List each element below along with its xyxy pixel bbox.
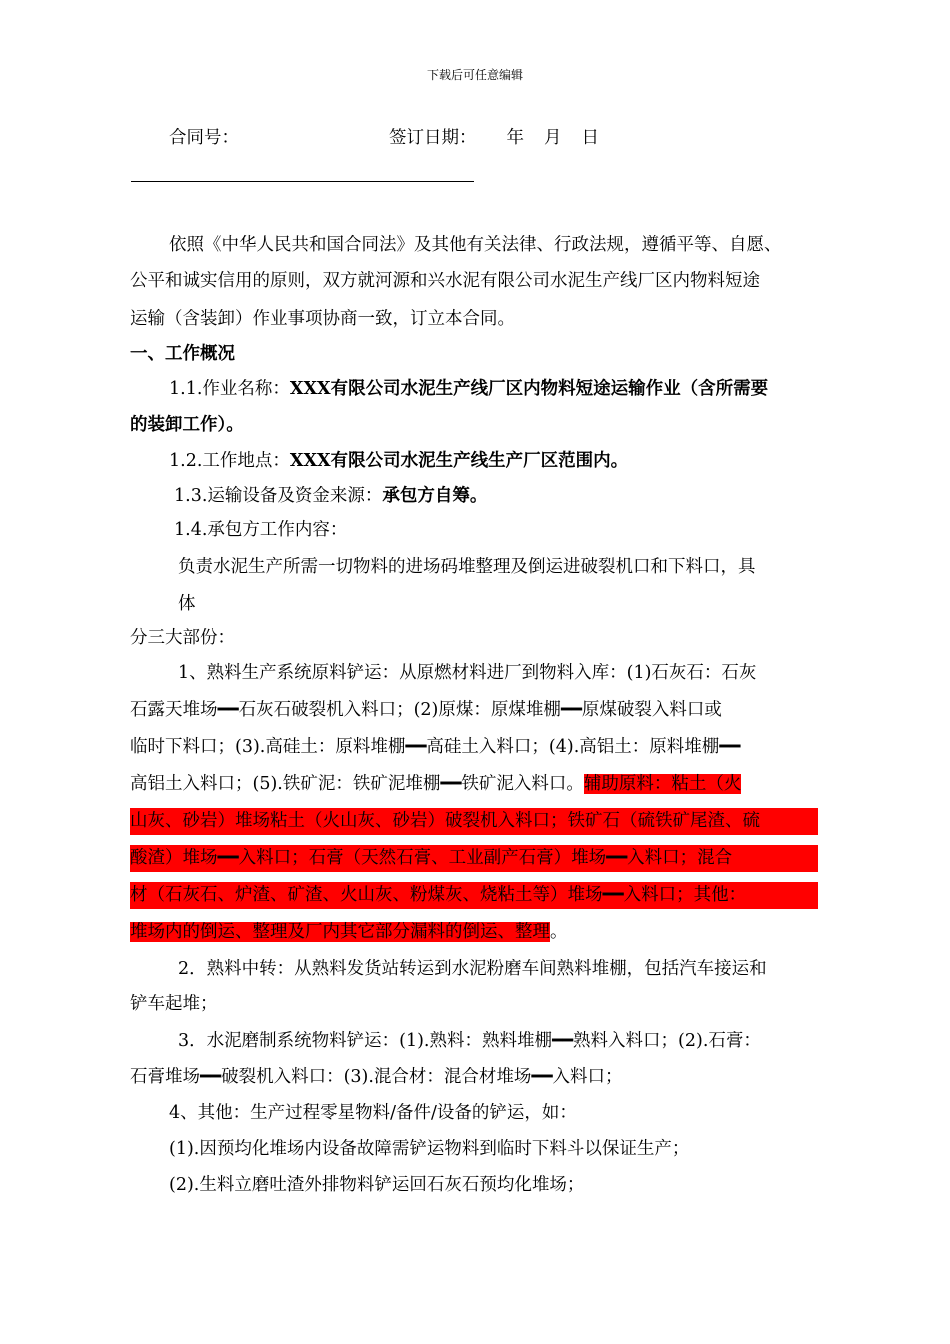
part3-line-2: 石膏堆场━━破裂机入料口：(3).混合材：混合材堆场━━入料口； [130,1067,623,1087]
item-1-3-label: 1.3.运输设备及资金来源： [174,486,383,506]
item-1-3 [174,488,487,506]
item-1-4-label: 1.4.承包方工作内容： [174,520,348,540]
header-note: 下载后可任意编辑 [426,68,523,82]
sign-date-line [389,130,599,148]
item-1-2-label: 1.2.工作地点： [169,451,290,471]
item-1-2-value: XXX有限公司水泥生产线生产厂区范围内。 [289,451,629,471]
sign-date-month: 月 [544,128,562,148]
part1-line-4 [130,776,741,794]
part1-highlight-line-7: 材（石灰石、炉渣、矿渣、火山灰、粉煤灰、烧粘土等）堆场━━入料口；其他： [130,885,747,905]
part4-item-1: (1).因预均化堆场内设备故障需铲运物料到临时下料斗以保证生产； [169,1139,690,1159]
part2-line-1: 2．熟料中转：从熟料发货站转运到水泥粉磨车间熟料堆棚，包括汽车接运和 [178,959,767,979]
work-desc-line-2: 体 [178,594,196,614]
part1-line-2: 石露天堆场━━石灰石破裂机入料口；(2)原煤：原煤堆棚━━原煤破裂入料口或 [130,700,722,720]
part4-item-2: (2).生料立磨吐渣外排物料铲运回石灰石预均化堆场； [169,1175,585,1195]
part2-line-2: 铲车起堆； [130,994,218,1014]
part1-highlight-line-5: 山灰、砂岩）堆场粘土（火山灰、砂岩）破裂机入料口；铁矿石（硫铁矿尾渣、硫 [130,811,760,831]
part1-highlight-line-8: 堆场内的倒运、整理及厂内其它部分漏料的倒运、整理 [130,922,550,942]
preamble-line-1: 依照《中华人民共和国合同法》及其他有关法律、行政法规，遵循平等、自愿、 [169,235,782,255]
item-1-1-value: XXX有限公司水泥生产线厂区内物料短途运输作业（含所需要 [289,379,769,399]
sign-date-day: 日 [581,128,599,148]
item-1-1-label: 1.1.作业名称： [169,379,290,399]
item-1-3-value: 承包方自筹。 [382,486,488,506]
part1-line-1: 1、熟料生产系统原料铲运：从原燃材料进厂到物料入库：(1)石灰石：石灰 [178,663,757,683]
part1-line-3: 临时下料口；(3).高硅土：原料堆棚━━高硅土入料口；(4).高铝土：原料堆棚━━ [130,737,741,757]
work-desc-line-1: 负责水泥生产所需一切物料的进场码堆整理及倒运进破裂机口和下料口，具 [178,557,756,577]
signature-rule [131,181,474,182]
part4-title: 4、其他：生产过程零星物料/备件/设备的铲运，如： [169,1103,577,1123]
part3-line-1: 3．水泥磨制系统物料铲运：(1).熟料：熟料堆棚━━熟料入料口；(2).石膏： [178,1031,761,1051]
part1-line-8-end: 。 [550,922,568,942]
highlighted-text-start: 辅助原料：粘土（火 [583,774,742,794]
section-title: 一、工作概况 [130,344,235,364]
preamble-line-2: 公平和诚实信用的原则，双方就河源和兴水泥有限公司水泥生产线厂区内物料短途 [130,271,760,291]
part1-line-8 [130,924,568,942]
item-1-1 [169,381,768,399]
contract-number-label: 合同号： [169,128,239,148]
sign-date-year: 年 [506,128,524,148]
preamble-line-3: 运输（含装卸）作业事项协商一致，订立本合同。 [130,309,515,329]
item-1-2 [169,453,628,471]
part1-highlight-line-6: 酸渣）堆场━━入料口；石膏（天然石膏、工业副产石膏）堆场━━入料口；混合 [130,848,733,868]
part1-line-4-plain: 高铝土入料口；(5).铁矿泥：铁矿泥堆棚━━铁矿泥入料口。 [130,774,584,794]
item-1-1-value-cont: 的装卸工作）。 [130,415,244,435]
sign-date-label: 签订日期： [389,128,477,148]
work-desc-line-3: 分三大部份： [130,628,235,648]
